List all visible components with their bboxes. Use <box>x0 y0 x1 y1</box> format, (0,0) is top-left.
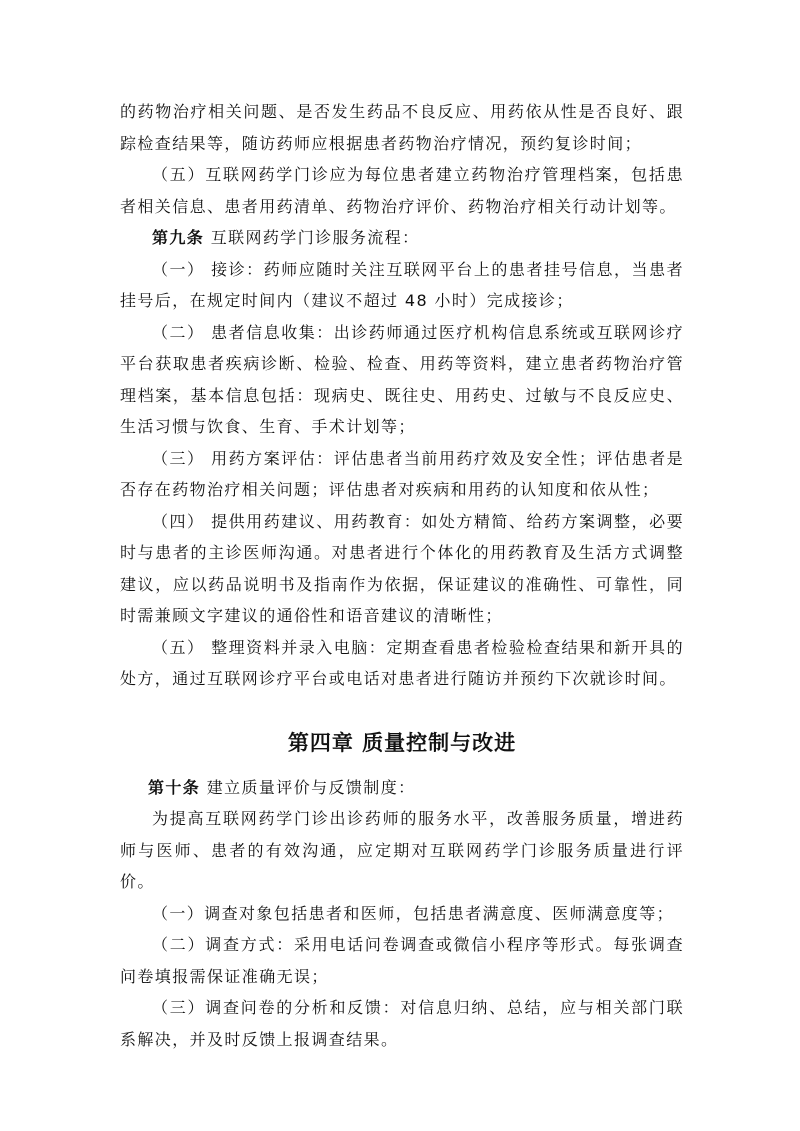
article-9-text: 互联网药学门诊服务流程： <box>210 228 420 247</box>
article-9-item-4: （四） 提供用药建议、用药教育：如处方精简、给药方案调整，必要时与患者的主诊医师沟通。对患者进行个体化的用药教育及生活方式调整建议，应以药品说明书及指南作为依据，保证建议的准确性、可靠性，同时需兼顾文字建议的通俗性和语音建议的清晰性； <box>120 511 684 625</box>
article-9-item-1: （一） 接诊：药师应随时关注互联网平台上的患者挂号信息，当患者挂号后，在规定时间内（建议不超过 48 小时）完成接诊； <box>120 259 684 310</box>
article-10-label: 第十条 <box>148 777 201 797</box>
article-10-intro: 为提高互联网药学门诊出诊药师的服务水平，改善服务质量，增进药师与医师、患者的有效沟通，应定期对互联网药学门诊服务质量进行评价。 <box>120 809 684 891</box>
chapter-4-title: 第四章 质量控制与改进 <box>287 730 517 755</box>
article-10-heading <box>120 772 684 804</box>
article-9-heading <box>120 222 684 254</box>
article-9-item-2: （二） 患者信息收集：出诊药师通过医疗机构信息系统或互联网诊疗平台获取患者疾病诊断、检验、检查、用药等资料，建立患者药物治疗管理档案，基本信息包括：现病史、既往史、用药史、过敏与不良反应史、生活习惯与饮食、生育、手术计划等； <box>120 322 684 436</box>
paragraph-continuation: 的药物治疗相关问题、是否发生药品不良反应、用药依从性是否良好、跟踪检查结果等，随访药师应根据患者药物治疗情况，预约复诊时间； <box>120 102 684 153</box>
article-10-text: 建立质量评价与反馈制度： <box>206 777 416 797</box>
article-9-label: 第九条 <box>152 228 205 247</box>
article-10-item-2: （二）调查方式：采用电话问卷调查或微信小程序等形式。每张调查问卷填报需保证准确无误； <box>120 935 684 986</box>
article-9-item-3: （三） 用药方案评估：评估患者当前用药疗效及安全性；评估患者是否存在药物治疗相关问题；评估患者对疾病和用药的认知度和依从性； <box>120 448 684 499</box>
article-10-item-1: （一）调查对象包括患者和医师，包括患者满意度、医师满意度等； <box>152 903 675 923</box>
article-9-item-5: （五） 整理资料并录入电脑：定期查看患者检验检查结果和新开具的处方，通过互联网诊疗平台或电话对患者进行随访并预约下次就诊时间。 <box>120 637 684 688</box>
article-10-item-3: （三）调查问卷的分析和反馈：对信息归纳、总结，应与相关部门联系解决，并及时反馈上报调查结果。 <box>120 998 684 1049</box>
paragraph-item-5-archive: （五）互联网药学门诊应为每位患者建立药物治疗管理档案，包括患者相关信息、患者用药清单、药物治疗评价、药物治疗相关行动计划等。 <box>120 165 684 216</box>
